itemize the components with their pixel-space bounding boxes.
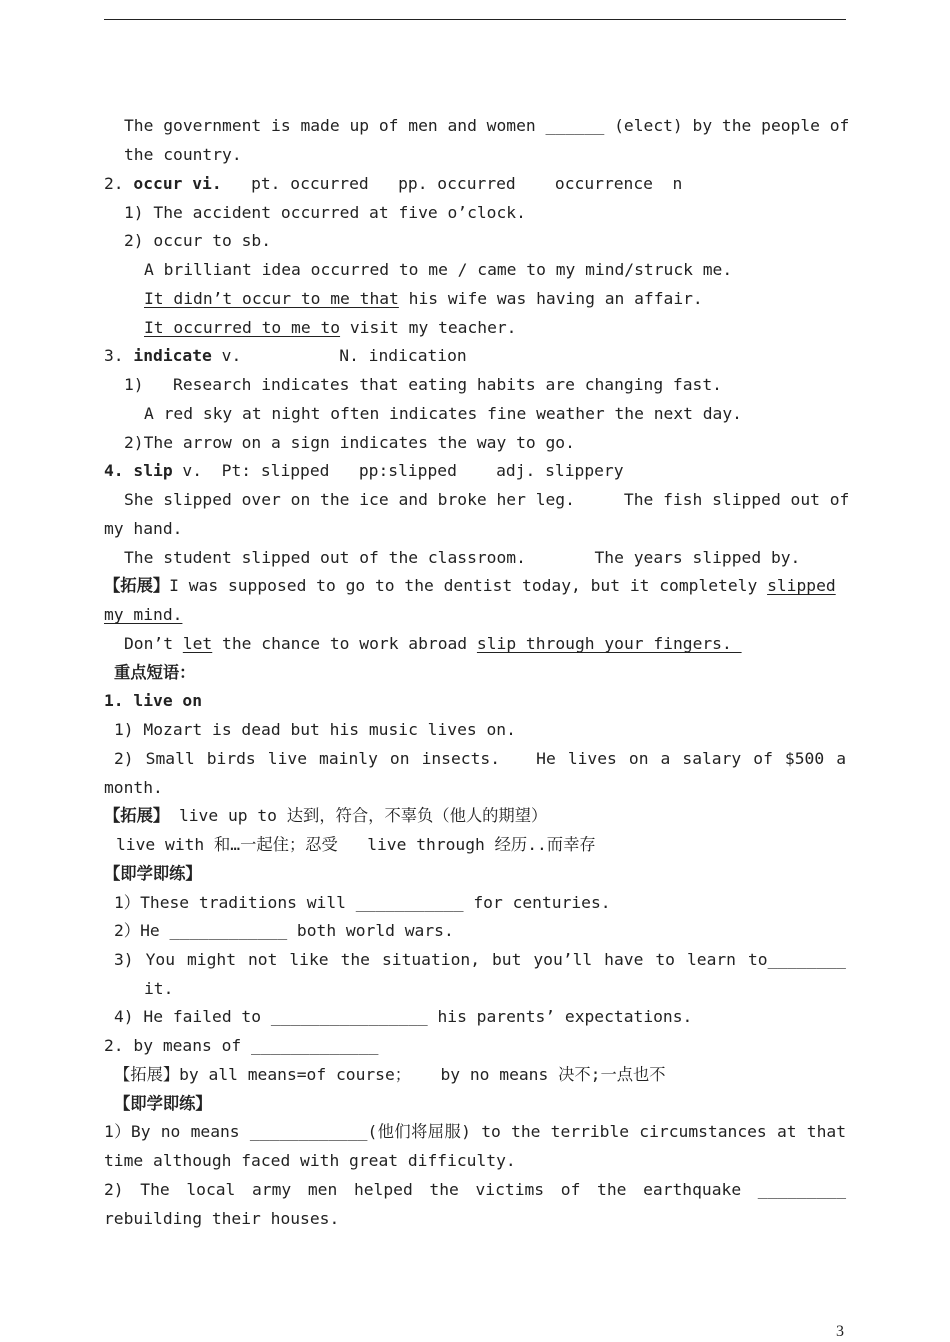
item-number: 3. [104,346,134,365]
sentence-text: the chance to work abroad [212,634,477,653]
exercise-line: 3) You might not like the situation, but you’ll have to learn to________ [114,950,846,969]
sentence-text: visit my teacher. [340,318,517,337]
exercise-line: 1）These traditions will ___________ for centuries. [114,893,611,912]
underlined-phrase: let [182,634,213,653]
example-line: A brilliant idea occurred to me / came to my mind/struck me. [144,260,733,279]
extension-line [104,806,547,826]
example-line [144,318,517,338]
headword: indicate [133,346,212,365]
extension-line: 【拓展】by all means=of course； by no means 决不;一点也不 [114,1065,666,1084]
page-number: 3 [836,1323,844,1340]
example-line: 1) Mozart is dead but his music lives on. [114,720,516,739]
word-heading-indicate [104,346,467,366]
exercise-line: time although faced with great difficulty. [104,1151,516,1170]
example-line: 1) The accident occurred at five o’clock. [124,203,526,222]
extension-line: live with 和…一起住；忍受 live through 经历..而幸存 [116,835,596,854]
sentence-text: his wife was having an affair. [398,289,703,308]
practice-title: 【即学即练】 [114,1094,212,1113]
sentence-text: live up to 达到，符合，不辜负（他人的期望） [169,806,548,825]
exercise-line: 2) The local army men helped the victims of the earthquake _________ [104,1180,846,1199]
example-line: She slipped over on the ice and broke her leg. The fish slipped out of [124,490,850,509]
extension-line [104,605,182,625]
exercise-line: 1）By no means ____________(他们将屈服) to the terrible circumstances at that [104,1122,846,1141]
exercise-line: it. [144,979,174,998]
example-line: month. [104,778,163,797]
example-line: A red sky at night often indicates fine weather the next day. [144,404,742,423]
extension-tag: 【拓展】 [104,806,170,825]
example-line: The student slipped out of the classroom. The years slipped by. [124,548,801,567]
header-rule [104,19,846,20]
word-forms: v. Pt: slipped pp:slipped adj. slippery [172,461,624,480]
sentence-text: I was supposed to go to the dentist today, but it completely [169,576,768,595]
underlined-phrase: It didn’t occur to me that [144,289,399,308]
underlined-phrase: It occurred to me to [144,318,341,337]
word-forms: pt. occurred pp. occurred occurrence n [221,174,683,193]
text-line: The government is made up of men and women ______ (elect) by the people of [124,116,850,135]
example-line: 2)The arrow on a sign indicates the way to go. [124,433,575,452]
phrase-heading: 2. by means of _____________ [104,1036,379,1055]
example-line [124,634,742,654]
exercise-line: 2）He ____________ both world wars. [114,921,454,940]
practice-title: 【即学即练】 [104,864,202,883]
example-line: 2) occur to sb. [124,231,272,250]
underlined-phrase: my mind. [104,605,183,624]
extension-tag: 【拓展】 [104,576,170,595]
exercise-line: rebuilding their houses. [104,1209,340,1228]
word-forms: v. N. indication [211,346,467,365]
section-title: 重点短语： [114,663,196,682]
item-number: 2. [104,174,134,193]
extension-line [104,576,846,596]
underlined-phrase: slip through your fingers. [476,634,742,653]
example-line: my hand. [104,519,183,538]
text-line: the country. [124,145,242,164]
example-line [144,289,703,309]
phrase-heading: 1. live on [104,691,203,710]
headword: occur vi. [133,174,222,193]
sentence-text: Don’t [124,634,183,653]
word-heading-slip [104,461,624,481]
example-line: 1) Research indicates that eating habits are changing fast. [124,375,722,394]
headword: 4. slip [104,461,173,480]
exercise-line: 4) He failed to ________________ his parents’ expectations. [114,1007,693,1026]
word-heading-occur [104,174,682,194]
example-line: 2) Small birds live mainly on insects. He lives on a salary of $500 a [114,749,846,768]
underlined-phrase: slipped [767,576,836,595]
